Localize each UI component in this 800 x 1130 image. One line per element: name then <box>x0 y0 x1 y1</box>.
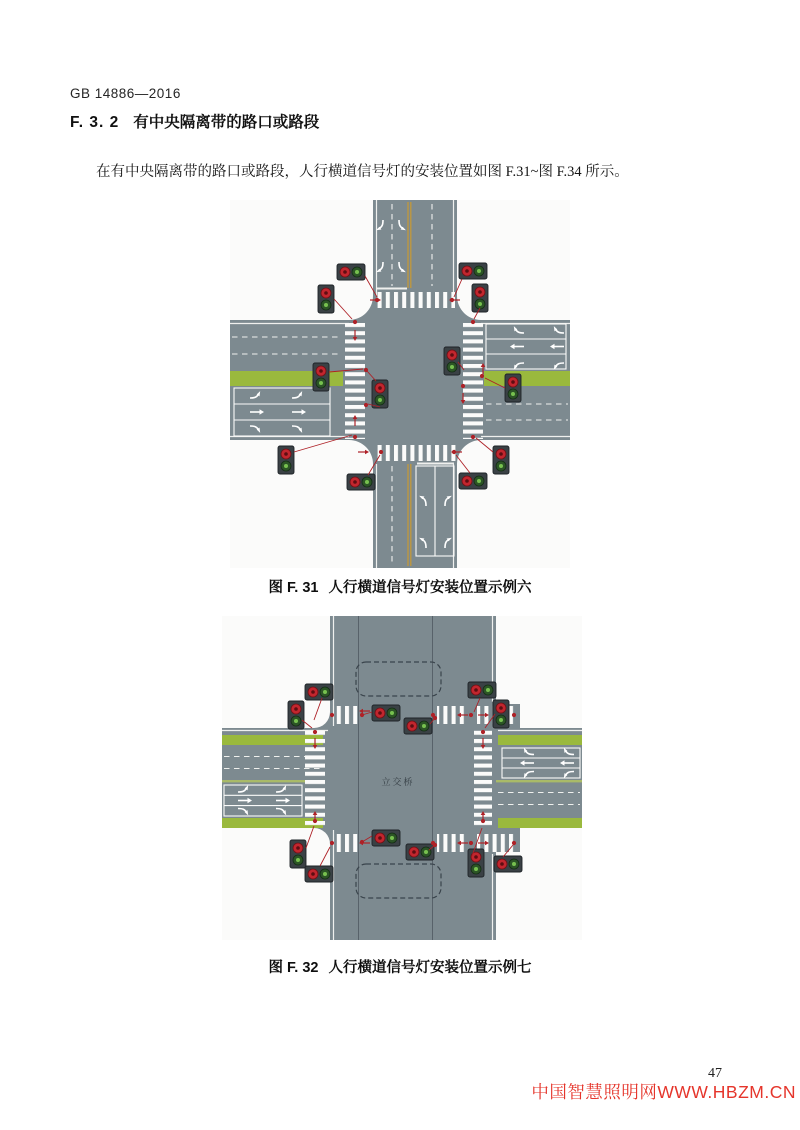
caption-text: 人行横道信号灯安装位置示例六 <box>328 580 532 596</box>
pedestrian-signal-icon <box>290 840 306 868</box>
pedestrian-signal-icon <box>472 284 488 312</box>
pedestrian-signal-icon <box>493 700 509 728</box>
caption-prefix: 图 F. 31 <box>268 580 319 596</box>
pedestrian-signal-icon <box>468 682 496 698</box>
page-number: 47 <box>708 1066 722 1081</box>
pedestrian-signal-icon <box>372 705 400 721</box>
pedestrian-signal-icon <box>318 285 334 313</box>
pedestrian-signal-icon <box>494 856 522 872</box>
pedestrian-signal-icon <box>406 844 434 860</box>
pedestrian-signal-icon <box>468 849 484 877</box>
pedestrian-signal-icon <box>459 263 487 279</box>
figure-f31-caption <box>0 576 800 597</box>
pedestrian-signal-icon <box>305 684 333 700</box>
pedestrian-signal-icon <box>404 718 432 734</box>
pedestrian-signal-icon <box>347 474 375 490</box>
pedestrian-signal-icon <box>337 264 365 280</box>
caption-prefix: 图 F. 32 <box>268 960 319 976</box>
figure-f31-diagram <box>230 200 570 568</box>
pedestrian-signal-icon <box>278 446 294 474</box>
section-title: 有中央隔离带的路口或路段 <box>133 114 320 131</box>
figure-f32-caption <box>0 956 800 977</box>
pedestrian-signal-icon <box>372 830 400 846</box>
pedestrian-signal-icon <box>493 446 509 474</box>
pedestrian-signal-icon <box>444 347 460 375</box>
pedestrian-signal-icon <box>505 374 521 402</box>
figure-f32-diagram <box>222 616 582 940</box>
overpass-label: 立交桥 <box>381 777 415 787</box>
standard-number: GB 14886—2016 <box>70 86 181 101</box>
body-paragraph: 在有中央隔离带的路口或路段，人行横道信号灯的安装位置如图 F.31~图 F.34 所示。 <box>96 164 629 180</box>
watermark: 中国智慧照明网WWW.HBZM.CN <box>531 1082 796 1102</box>
caption-text: 人行横道信号灯安装位置示例七 <box>328 960 532 976</box>
pedestrian-signal-icon <box>288 701 304 729</box>
section-heading <box>70 110 319 132</box>
pedestrian-signal-icon <box>459 473 487 489</box>
pedestrian-signal-icon <box>372 380 388 408</box>
pedestrian-signal-icon <box>305 866 333 882</box>
pedestrian-signal-icon <box>313 363 329 391</box>
section-number: F. 3. 2 <box>70 114 120 131</box>
